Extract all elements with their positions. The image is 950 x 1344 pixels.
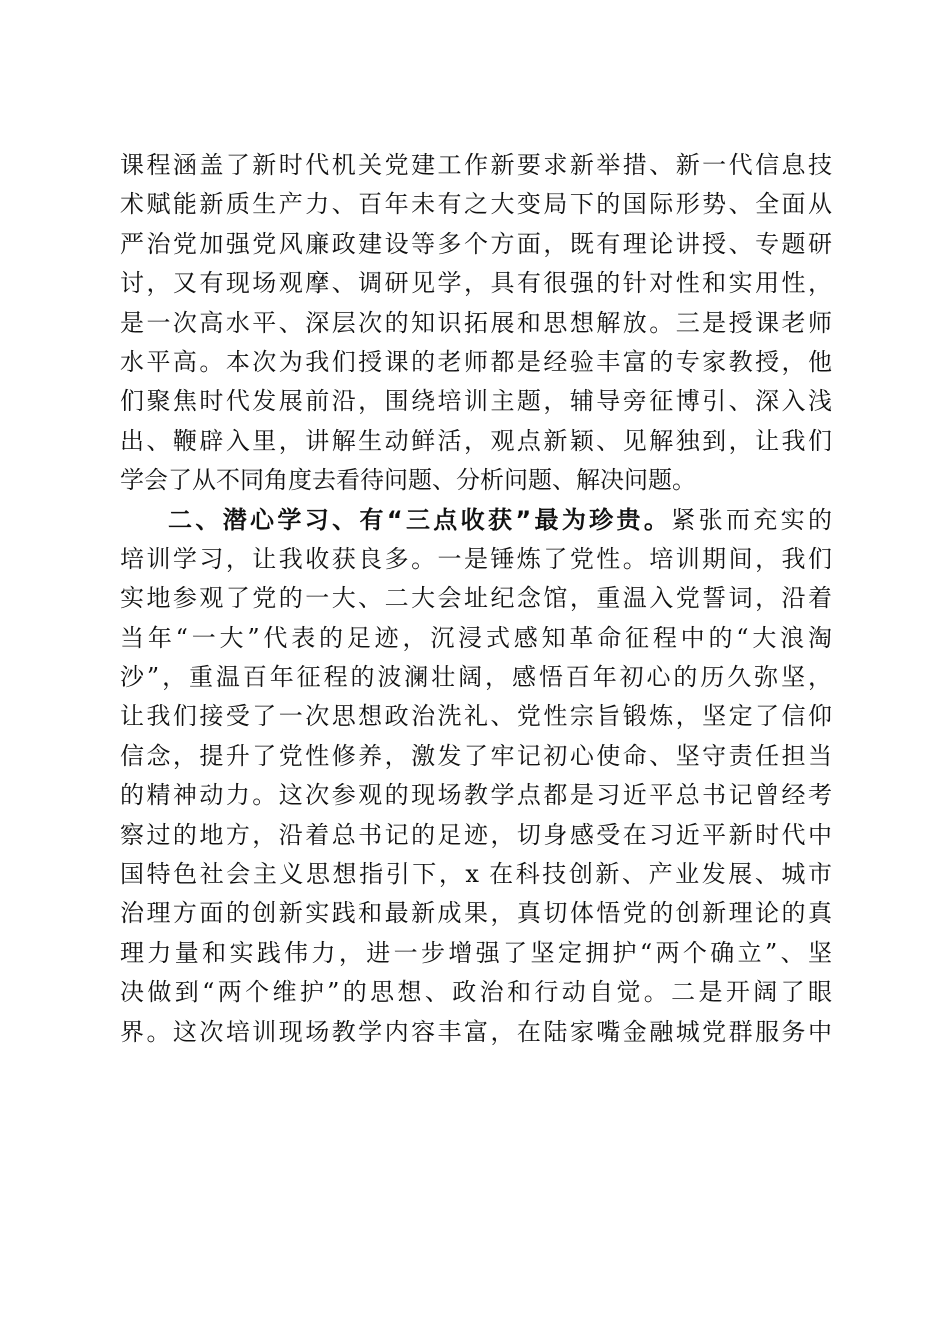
paragraph-2-first-line [120,501,832,540]
text-line: 信念，提升了党性修养，激发了牢记初心使命、坚守责任担当 [120,741,832,770]
document-body [120,146,832,1052]
paragraph-2 [120,501,832,1052]
text-line: 严治党加强党风廉政建设等多个方面，既有理论讲授、专题研 [120,229,832,258]
text-run: 紧张而充实的 [671,505,832,534]
text-line: 让我们接受了一次思想政治洗礼、党性宗旨锻炼，坚定了信仰 [120,702,832,731]
section-heading: 二、潜心学习、有“三点收获”最为珍贵。 [168,505,672,534]
text-line: 理力量和实践伟力，进一步增强了坚定拥护“两个确立”、坚 [120,938,832,967]
text-line: 们聚焦时代发展前沿，围绕培训主题，辅导旁征博引、深入浅 [120,387,832,416]
text-line: 课程涵盖了新时代机关党建工作新要求新举措、新一代信息技 [120,151,832,179]
text-line: 水平高。本次为我们授课的老师都是经验丰富的专家教授，他 [120,347,832,376]
text-line: 培训学习，让我收获良多。一是锤炼了党性。培训期间，我们 [120,544,832,573]
text-line: 学会了从不同角度去看待问题、分析问题、解决问题。 [120,466,696,495]
text-line: 决做到“两个维护”的思想、政治和行动自觉。二是开阔了眼 [120,978,832,1007]
text-line: 察过的地方，沿着总书记的足迹，切身感受在习近平新时代中 [120,820,832,849]
text-line: 讨，又有现场观摩、调研见学，具有很强的针对性和实用性， [120,269,832,298]
text-line: 治理方面的创新实践和最新成果，真切体悟党的创新理论的真 [120,899,832,928]
text-line: 出、鞭辟入里，讲解生动鲜活，观点新颖、见解独到，让我们 [120,426,832,455]
text-line: 国特色社会主义思想指引下，x 在科技创新、产业发展、城市 [120,860,832,889]
text-line: 的精神动力。这次参观的现场教学点都是习近平总书记曾经考 [120,781,832,810]
text-line: 界。这次培训现场教学内容丰富，在陆家嘴金融城党群服务中 [120,1017,832,1046]
text-line: 术赋能新质生产力、百年未有之大变局下的国际形势、全面从 [120,190,832,219]
paragraph-1 [120,146,832,501]
text-line: 当年“一大”代表的足迹，沉浸式感知革命征程中的“大浪淘 [120,623,832,652]
text-line: 实地参观了党的一大、二大会址纪念馆，重温入党誓词，沿着 [120,584,832,613]
text-line: 沙”，重温百年征程的波澜壮阔，感悟百年初心的历久弥坚， [120,663,832,692]
text-line: 是一次高水平、深层次的知识拓展和思想解放。三是授课老师 [120,308,832,337]
